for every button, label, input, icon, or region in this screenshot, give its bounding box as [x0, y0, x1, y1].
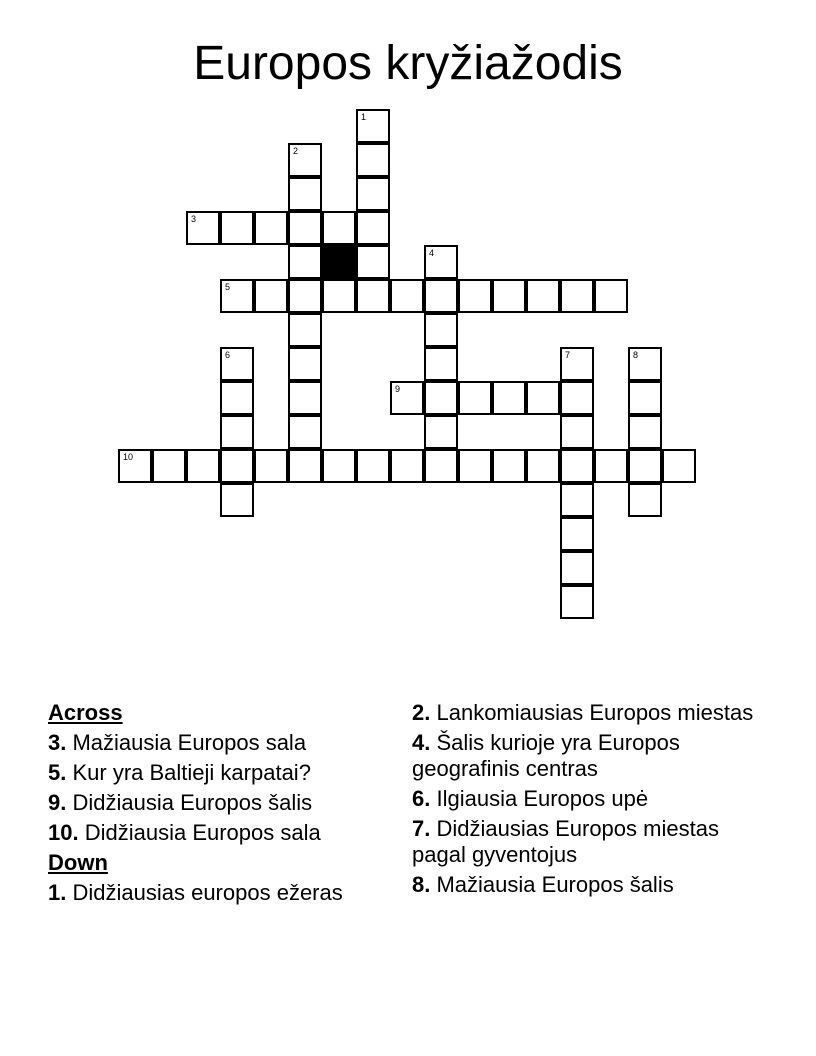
- clue-down-4: 4. Šalis kurioje yra Europos geografinis centras: [412, 730, 680, 781]
- crossword-cell[interactable]: [288, 279, 322, 313]
- crossword-cell[interactable]: [220, 279, 254, 313]
- crossword-cell[interactable]: [356, 143, 390, 177]
- crossword-cell[interactable]: [560, 517, 594, 551]
- crossword-cell[interactable]: [424, 245, 458, 279]
- crossword-cell[interactable]: [390, 381, 424, 415]
- clue-down-2: 2. Lankomiausias Europos miestas: [412, 700, 754, 725]
- crossword-cell[interactable]: [288, 381, 322, 415]
- crossword-cell[interactable]: [424, 415, 458, 449]
- black-square: [322, 245, 356, 279]
- clue-down-6: 6. Ilgiausia Europos upė: [412, 786, 649, 811]
- crossword-cell[interactable]: [424, 449, 458, 483]
- crossword-cell[interactable]: [288, 177, 322, 211]
- crossword-cell[interactable]: [560, 381, 594, 415]
- clue-down-8: 8. Mažiausia Europos šalis: [412, 872, 674, 897]
- crossword-cell[interactable]: [492, 381, 526, 415]
- crossword-cell[interactable]: [628, 381, 662, 415]
- crossword-cell[interactable]: [560, 449, 594, 483]
- clue-number: 3: [191, 214, 197, 224]
- crossword-cell[interactable]: [220, 347, 254, 381]
- clue-across-10: 10. Didžiausia Europos sala: [48, 820, 321, 845]
- crossword-cell[interactable]: [288, 313, 322, 347]
- crossword-cell[interactable]: [186, 449, 220, 483]
- clues-column-left: [48, 700, 388, 910]
- crossword-cell[interactable]: [220, 381, 254, 415]
- crossword-cell[interactable]: [560, 347, 594, 381]
- crossword-cell[interactable]: [288, 245, 322, 279]
- clue-number: 5: [225, 282, 231, 292]
- crossword-cell[interactable]: [526, 449, 560, 483]
- crossword-cell[interactable]: [424, 347, 458, 381]
- clue-number: 6: [225, 350, 231, 360]
- clue-down-1: 1. Didžiausias europos ežeras: [48, 880, 343, 905]
- crossword-cell[interactable]: [390, 279, 424, 313]
- clue-down-7: 7. Didžiausias Europos miestas pagal gyventojus: [412, 816, 719, 867]
- crossword-cell[interactable]: [186, 211, 220, 245]
- crossword-cell[interactable]: [254, 449, 288, 483]
- down-heading: Down: [48, 850, 108, 875]
- crossword-cell[interactable]: [356, 211, 390, 245]
- crossword-cell[interactable]: [560, 415, 594, 449]
- crossword-cell[interactable]: [492, 449, 526, 483]
- crossword-cell[interactable]: [356, 279, 390, 313]
- crossword-cell[interactable]: [118, 449, 152, 483]
- crossword-cell[interactable]: [594, 449, 628, 483]
- crossword-cell[interactable]: [526, 279, 560, 313]
- crossword-cell[interactable]: [628, 347, 662, 381]
- crossword-cell[interactable]: [220, 449, 254, 483]
- crossword-cell[interactable]: [424, 381, 458, 415]
- crossword-cell[interactable]: [356, 245, 390, 279]
- crossword-cell[interactable]: [288, 449, 322, 483]
- crossword-cell[interactable]: [560, 483, 594, 517]
- crossword-cell[interactable]: [254, 279, 288, 313]
- crossword-cell[interactable]: [424, 313, 458, 347]
- crossword-cell[interactable]: [662, 449, 696, 483]
- clue-number: 10: [123, 452, 134, 462]
- crossword-cell[interactable]: [628, 415, 662, 449]
- crossword-cell[interactable]: [628, 449, 662, 483]
- crossword-cell[interactable]: [322, 279, 356, 313]
- crossword-cell[interactable]: [288, 415, 322, 449]
- crossword-cell[interactable]: [560, 585, 594, 619]
- crossword-cell[interactable]: [594, 279, 628, 313]
- clue-number: 8: [633, 350, 639, 360]
- crossword-cell[interactable]: [526, 381, 560, 415]
- crossword-cell[interactable]: [322, 211, 356, 245]
- clue-across-3: 3. Mažiausia Europos sala: [48, 730, 307, 755]
- crossword-cell[interactable]: [356, 109, 390, 143]
- crossword-cell[interactable]: [492, 279, 526, 313]
- across-heading: Across: [48, 700, 123, 725]
- clue-across-5: 5. Kur yra Baltieji karpatai?: [48, 760, 311, 785]
- crossword-cell[interactable]: [322, 449, 356, 483]
- crossword-cell[interactable]: [424, 279, 458, 313]
- crossword-cell[interactable]: [288, 143, 322, 177]
- clues-column-right: [412, 700, 772, 902]
- crossword-cell[interactable]: [356, 177, 390, 211]
- page-title: Europos kryžiažodis: [193, 37, 623, 90]
- crossword-cell[interactable]: [356, 449, 390, 483]
- clue-number: 7: [565, 350, 571, 360]
- crossword-cell[interactable]: [220, 415, 254, 449]
- crossword-cell[interactable]: [254, 211, 288, 245]
- clue-number: 1: [361, 112, 367, 122]
- crossword-cell[interactable]: [458, 279, 492, 313]
- crossword-cell[interactable]: [458, 449, 492, 483]
- clue-number: 2: [293, 146, 299, 156]
- crossword-cell[interactable]: [628, 483, 662, 517]
- crossword-cell[interactable]: [560, 279, 594, 313]
- crossword-cell[interactable]: [560, 551, 594, 585]
- crossword-cell[interactable]: [458, 381, 492, 415]
- clue-across-9: 9. Didžiausia Europos šalis: [48, 790, 313, 815]
- crossword-cell[interactable]: [220, 211, 254, 245]
- crossword-cell[interactable]: [152, 449, 186, 483]
- crossword-cell[interactable]: [288, 347, 322, 381]
- crossword-cell[interactable]: [390, 449, 424, 483]
- clue-number: 4: [429, 248, 435, 258]
- clue-number: 9: [395, 384, 401, 394]
- crossword-cell[interactable]: [288, 211, 322, 245]
- crossword-cell[interactable]: [220, 483, 254, 517]
